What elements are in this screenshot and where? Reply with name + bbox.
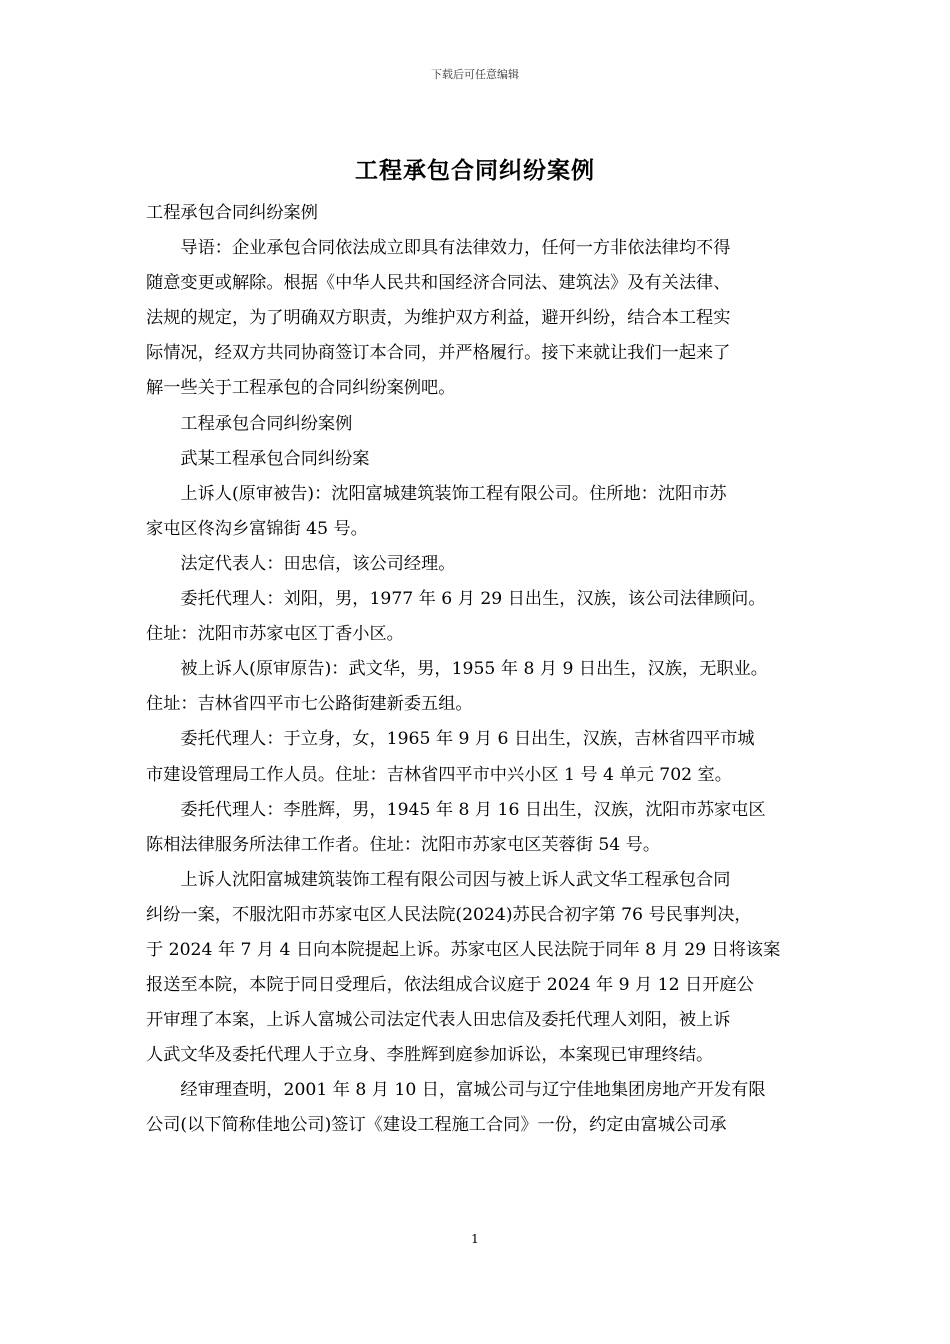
paragraph (146, 196, 814, 231)
paragraph-line: 工程承包合同纠纷案例 (180, 413, 353, 434)
paragraph-line: 法规的规定，为了明确双方职责，为维护双方利益，避开纠纷，结合本工程实 (146, 308, 731, 329)
paragraph (146, 407, 814, 442)
page-number: 1 (471, 1232, 479, 1246)
paragraph (146, 722, 814, 792)
paragraph (146, 652, 814, 722)
paragraph-line: 经审理查明，2001 年 8 月 10 日，富城公司与辽宁佳地集团房地产开发有限 (180, 1080, 766, 1101)
paragraph (146, 477, 814, 547)
paragraph-line: 际情况，经双方共同协商签订本合同，并严格履行。接下来就让我们一起来了 (146, 343, 731, 364)
paragraph-line: 家屯区佟沟乡富锦街 45 号。 (146, 518, 368, 539)
paragraph (146, 547, 814, 582)
paragraph-line: 工程承包合同纠纷案例 (146, 203, 318, 223)
page-header: 下载后可任意编辑 (431, 68, 519, 81)
paragraph-line: 解一些关于工程承包的合同纠纷案例吧。 (146, 378, 456, 399)
paragraph-line: 陈相法律服务所法律工作者。住址：沈阳市苏家屯区芙蓉街 54 号。 (146, 834, 661, 855)
paragraph-line: 上诉人(原审被告)：沈阳富城建筑装饰工程有限公司。住所地：沈阳市苏 (180, 483, 727, 504)
paragraph-line: 开审理了本案，上诉人富城公司法定代表人田忠信及委托代理人刘阳，被上诉 (146, 1010, 731, 1031)
paragraph-line: 住址：吉林省四平市七公路街建新委五组。 (146, 694, 473, 715)
paragraph-line: 于 2024 年 7 月 4 日向本院提起上诉。苏家屯区人民法院于同年 8 月 29 日将该案 (146, 939, 781, 960)
paragraph-line: 被上诉人(原审原告)：武文华，男，1955 年 8 月 9 日出生，汉族，无职业。 (180, 659, 768, 680)
paragraph (146, 1073, 814, 1143)
paragraph-line: 住址：沈阳市苏家屯区丁香小区。 (146, 624, 404, 645)
paragraph-line: 随意变更或解除。根据《中华人民共和国经济合同法、建筑法》及有关法律、 (146, 273, 731, 294)
paragraph-line: 法定代表人：田忠信，该公司经理。 (180, 553, 456, 574)
paragraph (146, 231, 814, 406)
document-title: 工程承包合同纠纷案例 (355, 157, 595, 184)
paragraph-line: 武某工程承包合同纠纷案 (180, 448, 370, 469)
paragraph (146, 442, 814, 477)
document-body (146, 196, 814, 1144)
paragraph (146, 582, 814, 652)
paragraph-line: 市建设管理局工作人员。住址：吉林省四平市中兴小区 1 号 4 单元 702 室。 (146, 764, 732, 785)
paragraph-line: 纠纷一案，不服沈阳市苏家屯区人民法院(2024)苏民合初字第 76 号民事判决， (146, 904, 752, 925)
paragraph-line: 上诉人沈阳富城建筑装饰工程有限公司因与被上诉人武文华工程承包合同 (180, 869, 731, 890)
paragraph (146, 863, 814, 1074)
paragraph (146, 793, 814, 863)
paragraph-line: 报送至本院，本院于同日受理后，依法组成合议庭于 2024 年 9 月 12 日开庭公 (146, 975, 754, 996)
paragraph-line: 委托代理人：刘阳，男，1977 年 6 月 29 日出生，汉族，该公司法律顾问。 (180, 589, 766, 610)
paragraph-line: 导语：企业承包合同依法成立即具有法律效力，任何一方非依法律均不得 (180, 238, 731, 259)
paragraph-line: 人武文华及委托代理人于立身、李胜辉到庭参加诉讼，本案现已审理终结。 (146, 1045, 714, 1066)
paragraph-line: 委托代理人：李胜辉，男，1945 年 8 月 16 日出生，汉族，沈阳市苏家屯区 (180, 799, 766, 820)
paragraph-line: 公司(以下简称佳地公司)签订《建设工程施工合同》一份，约定由富城公司承 (146, 1115, 727, 1136)
paragraph-line: 委托代理人：于立身，女，1965 年 9 月 6 日出生，汉族，吉林省四平市城 (180, 729, 755, 750)
